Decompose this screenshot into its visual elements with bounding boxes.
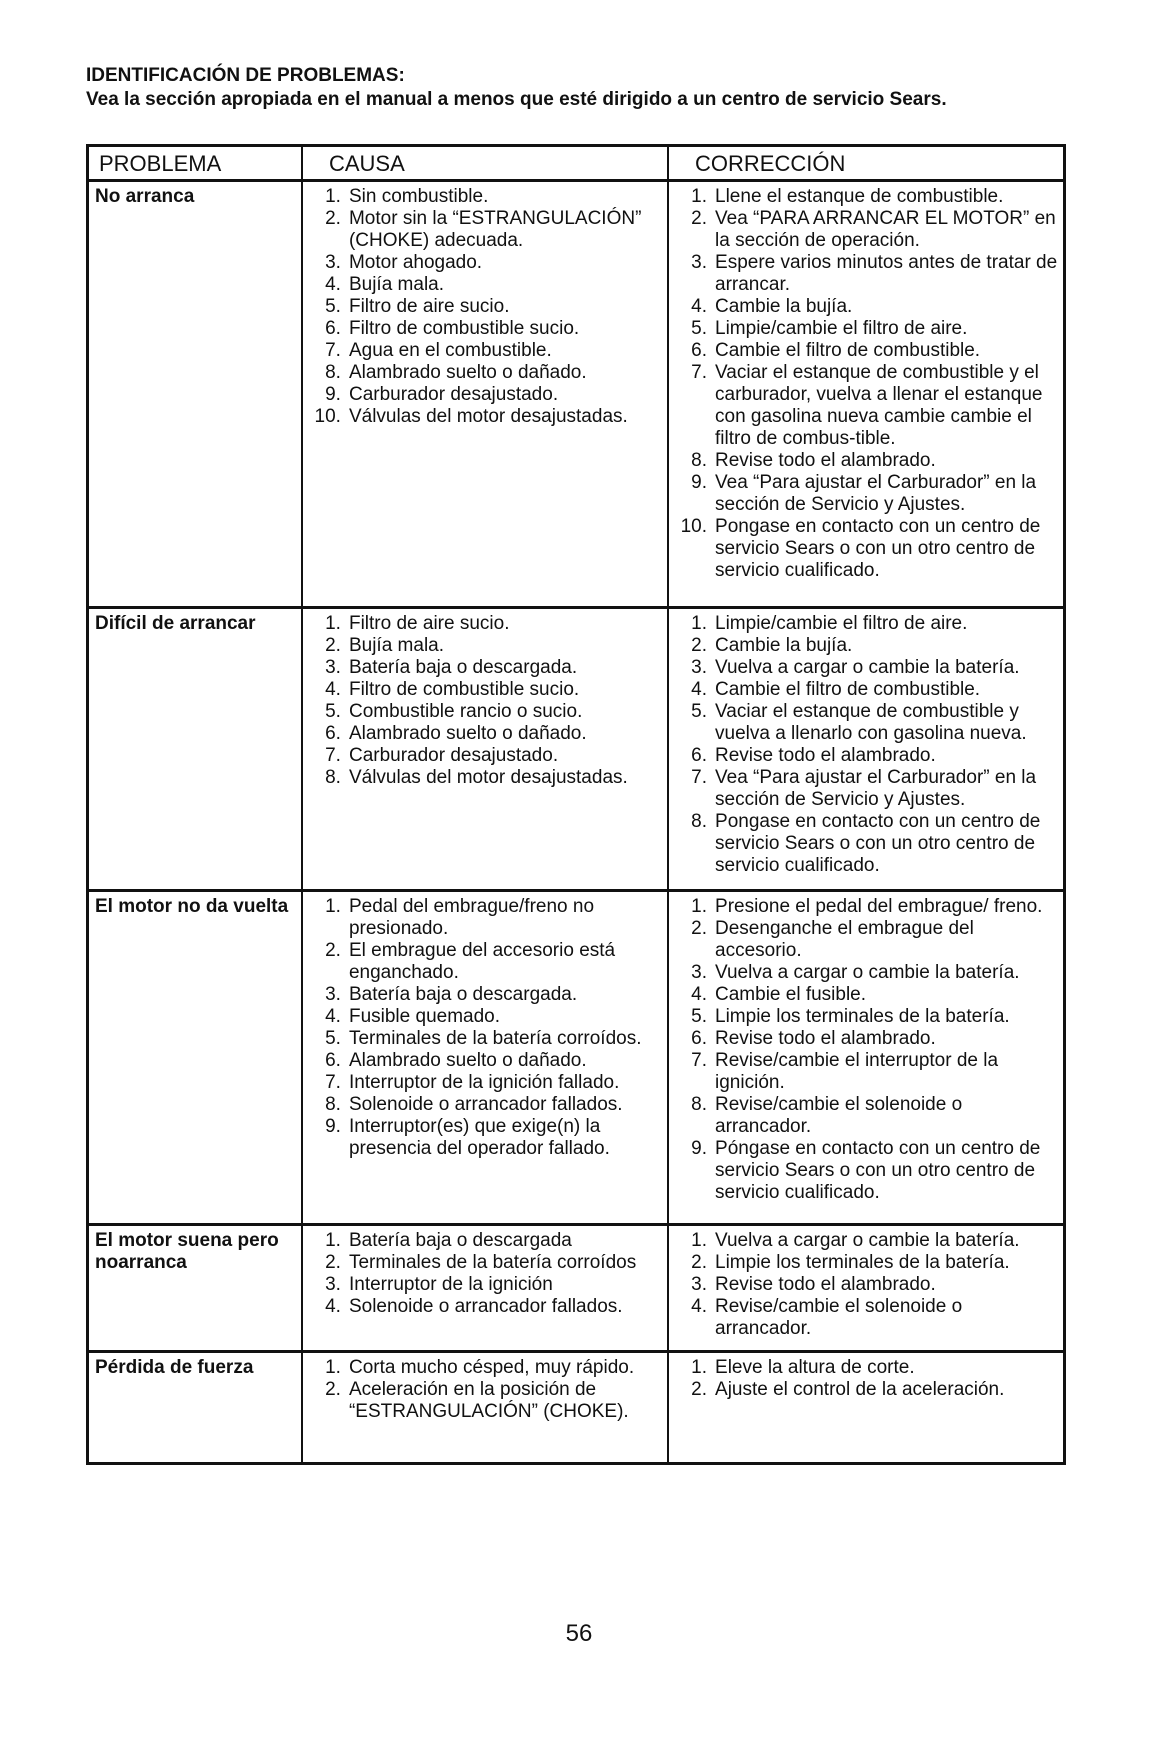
cause-text: Corta mucho césped, muy rápido. [348, 1357, 635, 1378]
correction-list [679, 1357, 1061, 1401]
correction-item [679, 340, 1061, 362]
item-number: 5. [691, 1006, 708, 1027]
correction-text: Revise/cambie el solenoide o arrancador. [715, 1094, 963, 1137]
item-number: 1. [691, 186, 708, 207]
cause-text: Batería baja o descargada. [348, 984, 578, 1005]
correction-item [679, 1379, 1061, 1401]
cause-text: Filtro de combustible sucio. [348, 679, 580, 700]
correction-item [679, 613, 1061, 635]
table-row [88, 891, 1065, 1225]
item-number: 4. [325, 1006, 341, 1027]
item-number: 4. [691, 296, 708, 317]
cause-text: Filtro de aire sucio. [348, 613, 510, 634]
correction-text: Cambie el filtro de combustible. [715, 679, 981, 700]
cause-text: Filtro de aire sucio. [348, 296, 510, 317]
correction-text: Limpie los terminales de la batería. [715, 1252, 1010, 1273]
correction-item [679, 679, 1061, 701]
cause-text: Interruptor de la ignición fallado. [348, 1072, 620, 1093]
problem-cell: No arranca [88, 181, 302, 608]
correction-text: Vaciar el estanque de combustible y vuelva a llenarlo con gasolina nueva. [715, 701, 1027, 744]
item-number: 7. [691, 362, 708, 383]
correction-text: Eleve la altura de corte. [715, 1357, 915, 1378]
correction-item [679, 918, 1061, 962]
item-number: 2. [325, 1252, 341, 1273]
cause-text: Bujía mala. [348, 274, 445, 295]
item-number: 1. [691, 1357, 708, 1378]
correction-item [679, 657, 1061, 679]
item-number: 5. [325, 1028, 341, 1049]
cause-list [313, 186, 665, 428]
correction-item [679, 635, 1061, 657]
cause-text: Alambrado suelto o dañado. [348, 723, 587, 744]
item-number: 7. [325, 745, 341, 766]
cause-item [313, 679, 665, 701]
cause-text: Solenoide o arrancador fallados. [348, 1296, 623, 1317]
item-number: 2. [325, 940, 341, 961]
correction-list [679, 613, 1061, 877]
item-number: 4. [325, 1296, 341, 1317]
correction-item [679, 1252, 1061, 1274]
item-number: 10. [314, 406, 341, 427]
column-header-problem: PROBLEMA [88, 146, 302, 181]
troubleshooting-table [86, 144, 1066, 1465]
item-number: 8. [691, 450, 708, 471]
correction-cell [668, 1225, 1064, 1352]
correction-text: Limpie/cambie el filtro de aire. [715, 318, 968, 339]
correction-text: Espere varios minutos antes de tratar de arrancar. [715, 252, 1058, 295]
item-number: 4. [691, 1296, 708, 1317]
table-row [88, 608, 1065, 891]
cause-text: Válvulas del motor desajustadas. [348, 406, 628, 427]
cause-item [313, 274, 665, 296]
item-number: 3. [691, 1274, 708, 1295]
cause-text: Alambrado suelto o dañado. [348, 1050, 587, 1071]
correction-item [679, 984, 1061, 1006]
item-number: 4. [325, 679, 341, 700]
cause-item [313, 984, 665, 1006]
item-number: 4. [325, 274, 341, 295]
section-subtitle: Vea la sección apropiada en el manual a menos que esté dirigido a un centro de servicio Sears. [86, 89, 947, 110]
cause-text: Válvulas del motor desajustadas. [348, 767, 628, 788]
correction-item [679, 701, 1061, 745]
cause-item [313, 896, 665, 940]
item-number: 7. [691, 1050, 708, 1071]
cause-list [313, 896, 665, 1160]
page-heading [86, 64, 1096, 112]
cause-item [313, 1252, 665, 1274]
cause-item [313, 1379, 665, 1423]
cause-text: Aceleración en la posición de “ESTRANGULACIÓN” (CHOKE). [348, 1379, 629, 1422]
item-number: 7. [325, 1072, 341, 1093]
correction-text: Póngase en contacto con un centro de servicio Sears o con un otro centro de servicio cualificado. [715, 1138, 1041, 1203]
item-number: 9. [325, 384, 341, 405]
cause-item [313, 635, 665, 657]
cause-text: Terminales de la batería corroídos. [348, 1028, 642, 1049]
cause-item [313, 1006, 665, 1028]
item-number: 4. [691, 984, 708, 1005]
correction-text: Pongase en contacto con un centro de servicio Sears o con un otro centro de servicio cualificado. [715, 811, 1041, 876]
item-number: 3. [325, 252, 341, 273]
correction-text: Desenganche el embrague del accesorio. [715, 918, 974, 961]
correction-item [679, 1274, 1061, 1296]
cause-item [313, 1357, 665, 1379]
item-number: 9. [691, 472, 708, 493]
cause-text: Batería baja o descargada [348, 1230, 572, 1251]
item-number: 6. [691, 745, 708, 766]
cause-list [313, 1230, 665, 1318]
table-row [88, 1352, 1065, 1464]
cause-item [313, 1274, 665, 1296]
column-header-cause: CAUSA [302, 146, 668, 181]
item-number: 6. [325, 723, 341, 744]
item-number: 7. [325, 340, 341, 361]
item-number: 8. [325, 1094, 341, 1115]
item-number: 1. [325, 1357, 341, 1378]
cause-item [313, 1094, 665, 1116]
problem-cell: Difícil de arrancar [88, 608, 302, 891]
cause-item [313, 767, 665, 789]
item-number: 2. [691, 635, 708, 656]
correction-text: Vuelva a cargar o cambie la batería. [715, 657, 1020, 678]
correction-list [679, 1230, 1061, 1340]
table-row [88, 1225, 1065, 1352]
item-number: 9. [325, 1116, 341, 1137]
correction-item [679, 1006, 1061, 1028]
correction-text: Revise todo el alambrado. [715, 1274, 936, 1295]
correction-item [679, 208, 1061, 252]
correction-text: Presione el pedal del embrague/ freno. [715, 896, 1043, 917]
correction-item [679, 296, 1061, 318]
correction-text: Revise todo el alambrado. [715, 745, 936, 766]
cause-list [313, 613, 665, 789]
cause-text: Solenoide o arrancador fallados. [348, 1094, 623, 1115]
correction-text: Vaciar el estanque de combustible y el carburador, vuelva a llenar el estanque con gasolina nueva cambie cambie el filtro de combus-tible. [715, 362, 1043, 449]
item-number: 1. [691, 896, 708, 917]
cause-item [313, 384, 665, 406]
correction-item [679, 1357, 1061, 1379]
item-number: 8. [691, 811, 708, 832]
cause-item [313, 1028, 665, 1050]
correction-text: Ajuste el control de la aceleración. [715, 1379, 1005, 1400]
correction-item [679, 1094, 1061, 1138]
correction-text: Vea “Para ajustar el Carburador” en la sección de Servicio y Ajustes. [715, 767, 1037, 810]
table-row [88, 181, 1065, 608]
correction-item [679, 745, 1061, 767]
item-number: 10. [680, 516, 708, 537]
correction-text: Revise todo el alambrado. [715, 450, 936, 471]
cause-cell [302, 1225, 668, 1352]
item-number: 7. [691, 767, 708, 788]
cause-text: Batería baja o descargada. [348, 657, 578, 678]
correction-text: Revise todo el alambrado. [715, 1028, 936, 1049]
correction-cell [668, 1352, 1064, 1464]
cause-item [313, 208, 665, 252]
correction-text: Cambie el fusible. [715, 984, 867, 1005]
cause-item [313, 296, 665, 318]
correction-text: Cambie la bujía. [715, 635, 853, 656]
column-header-correction: CORRECCIÓN [668, 146, 1064, 181]
correction-text: Limpie los terminales de la batería. [715, 1006, 1010, 1027]
cause-text: Terminales de la batería corroídos [348, 1252, 637, 1273]
item-number: 8. [691, 1094, 708, 1115]
problem-cell: Pérdida de fuerza [88, 1352, 302, 1464]
item-number: 2. [325, 208, 341, 229]
cause-item [313, 318, 665, 340]
cause-cell [302, 1352, 668, 1464]
cause-cell [302, 181, 668, 608]
cause-item [313, 1072, 665, 1094]
item-number: 5. [325, 296, 341, 317]
correction-list [679, 186, 1061, 582]
cause-item [313, 940, 665, 984]
correction-text: Cambie el filtro de combustible. [715, 340, 981, 361]
correction-item [679, 1050, 1061, 1094]
item-number: 5. [691, 701, 708, 722]
cause-text: El embrague del accesorio está enganchado. [348, 940, 616, 983]
cause-list [313, 1357, 665, 1423]
correction-item [679, 362, 1061, 450]
correction-text: Limpie/cambie el filtro de aire. [715, 613, 968, 634]
correction-item [679, 1028, 1061, 1050]
cause-item [313, 701, 665, 723]
correction-item [679, 767, 1061, 811]
item-number: 1. [691, 1230, 708, 1251]
cause-item [313, 745, 665, 767]
cause-item [313, 1116, 665, 1160]
correction-text: Vea “Para ajustar el Carburador” en la sección de Servicio y Ajustes. [715, 472, 1037, 515]
correction-item [679, 1230, 1061, 1252]
item-number: 6. [691, 340, 708, 361]
item-number: 2. [691, 918, 708, 939]
cause-cell [302, 608, 668, 891]
correction-item [679, 450, 1061, 472]
correction-text: Vuelva a cargar o cambie la batería. [715, 1230, 1020, 1251]
cause-item [313, 1230, 665, 1252]
correction-text: Vuelva a cargar o cambie la batería. [715, 962, 1020, 983]
correction-item [679, 318, 1061, 340]
cause-cell [302, 891, 668, 1225]
cause-text: Agua en el combustible. [348, 340, 552, 361]
cause-item [313, 340, 665, 362]
correction-text: Llene el estanque de combustible. [715, 186, 1004, 207]
correction-item [679, 472, 1061, 516]
table-header-row [88, 146, 1065, 181]
page-number: 56 [565, 1620, 593, 1647]
correction-list [679, 896, 1061, 1204]
cause-text: Bujía mala. [348, 635, 445, 656]
correction-item [679, 516, 1061, 582]
item-number: 3. [325, 657, 341, 678]
cause-item [313, 1296, 665, 1318]
cause-item [313, 252, 665, 274]
cause-text: Pedal del embrague/freno no presionado. [348, 896, 595, 939]
correction-text: Vea “PARA ARRANCAR EL MOTOR” en la sección de operación. [715, 208, 1056, 251]
item-number: 1. [325, 896, 341, 917]
item-number: 3. [691, 252, 708, 273]
cause-text: Alambrado suelto o dañado. [348, 362, 587, 383]
item-number: 9. [691, 1138, 708, 1159]
item-number: 8. [325, 362, 341, 383]
item-number: 1. [691, 613, 708, 634]
cause-text: Carburador desajustado. [348, 384, 559, 405]
correction-text: Pongase en contacto con un centro de servicio Sears o con un otro centro de servicio cualificado. [715, 516, 1041, 581]
item-number: 4. [691, 679, 708, 700]
correction-item [679, 962, 1061, 984]
correction-cell [668, 608, 1064, 891]
item-number: 5. [691, 318, 708, 339]
item-number: 8. [325, 767, 341, 788]
correction-cell [668, 181, 1064, 608]
item-number: 6. [691, 1028, 708, 1049]
item-number: 2. [691, 208, 708, 229]
cause-text: Motor ahogado. [348, 252, 483, 273]
correction-item [679, 1296, 1061, 1340]
item-number: 3. [691, 962, 708, 983]
item-number: 1. [325, 186, 341, 207]
cause-item [313, 362, 665, 384]
cause-text: Motor sin la “ESTRANGULACIÓN” (CHOKE) adecuada. [348, 208, 642, 251]
cause-item [313, 186, 665, 208]
item-number: 3. [325, 1274, 341, 1295]
cause-text: Fusible quemado. [348, 1006, 501, 1027]
item-number: 2. [691, 1379, 708, 1400]
correction-item [679, 252, 1061, 296]
cause-item [313, 1050, 665, 1072]
problem-cell: El motor suena pero noarranca [88, 1225, 302, 1352]
item-number: 6. [325, 318, 341, 339]
section-title: IDENTIFICACIÓN DE PROBLEMAS: [86, 65, 405, 86]
correction-text: Revise/cambie el interruptor de la ignición. [715, 1050, 999, 1093]
item-number: 3. [325, 984, 341, 1005]
item-number: 6. [325, 1050, 341, 1071]
cause-text: Combustible rancio o sucio. [348, 701, 583, 722]
cause-text: Filtro de combustible sucio. [348, 318, 580, 339]
item-number: 5. [325, 701, 341, 722]
cause-text: Interruptor(es) que exige(n) la presencia del operador fallado. [348, 1116, 610, 1159]
cause-item [313, 657, 665, 679]
cause-text: Sin combustible. [348, 186, 489, 207]
cause-item [313, 406, 665, 428]
item-number: 2. [325, 1379, 341, 1400]
cause-item [313, 723, 665, 745]
cause-text: Carburador desajustado. [348, 745, 559, 766]
correction-text: Cambie la bujía. [715, 296, 853, 317]
problem-cell: El motor no da vuelta [88, 891, 302, 1225]
item-number: 1. [325, 1230, 341, 1251]
correction-item [679, 186, 1061, 208]
item-number: 2. [325, 635, 341, 656]
correction-item [679, 811, 1061, 877]
cause-text: Interruptor de la ignición [348, 1274, 553, 1295]
correction-cell [668, 891, 1064, 1225]
correction-text: Revise/cambie el solenoide o arrancador. [715, 1296, 963, 1339]
item-number: 2. [691, 1252, 708, 1273]
item-number: 3. [691, 657, 708, 678]
cause-item [313, 613, 665, 635]
item-number: 1. [325, 613, 341, 634]
correction-item [679, 896, 1061, 918]
correction-item [679, 1138, 1061, 1204]
